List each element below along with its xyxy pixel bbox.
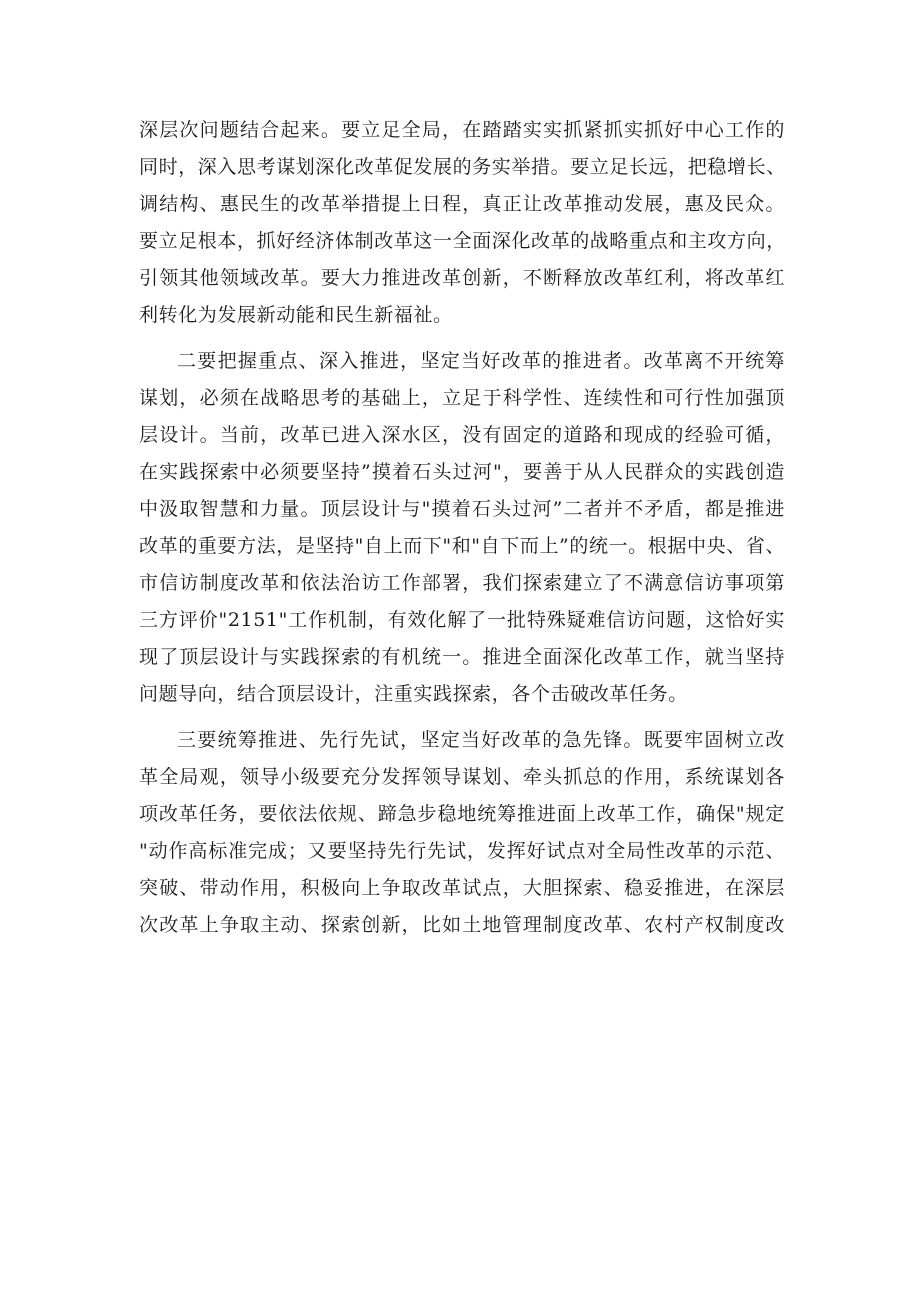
paragraph-gap — [139, 334, 785, 343]
text-line: 改革的重要方法，是坚持"自上而下"和"自下而上”的统一。根据中央、省、 — [139, 535, 785, 557]
text-line: 三方评价"2151"工作机制，有效化解了一批特殊疑难信访问题，这恰好实 — [139, 609, 785, 631]
text-line: "动作高标准完成；又要坚持先行先试，发挥好试点对全局性改革的示范、 — [139, 840, 785, 862]
text-line: 现了顶层设计与实践探索的有机统一。推进全面深化改革工作，就当坚持 — [139, 646, 785, 668]
body-text — [139, 112, 785, 944]
text-line: 项改革任务，要依法依规、蹄急步稳地统筹推进面上改革工作，确保"规定 — [139, 803, 785, 825]
paragraph-p2 — [139, 343, 785, 713]
text-line: 革全局观，领导小级要充分发挥领导谋划、牵头抓总的作用，系统谋划各 — [139, 766, 785, 788]
text-line: 利转化为发展新动能和民生新福祉。 — [139, 304, 453, 326]
text-line: 引领其他领域改革。要大力推进改革创新，不断释放改革红利，将改革红 — [139, 267, 785, 289]
text-line: 在实践探索中必须要坚持”摸着石头过河"，要善于从人民群众的实践创造 — [139, 461, 785, 483]
text-line: 深层次问题结合起来。要立足全局，在踏踏实实抓紧抓实抓好中心工作的 — [139, 119, 785, 141]
text-line: 层设计。当前，改革已进入深水区，没有固定的道路和现成的经验可循， — [139, 424, 785, 446]
text-line: 突破、带动作用，积极向上争取改革试点，大胆探索、稳妥推进，在深层 — [139, 877, 785, 899]
text-line: 市信访制度改革和依法治访工作部署，我们探索建立了不满意信访事项第 — [139, 572, 785, 594]
paragraph-p1 — [139, 112, 785, 334]
text-line: 中汲取智慧和力量。顶层设计与"摸着石头过河”二者并不矛盾，都是推进 — [139, 498, 785, 520]
text-line: 调结构、惠民生的改革举措提上日程，真正让改革推动发展，惠及民众。 — [139, 193, 785, 215]
text-line: 问题导向，结合顶层设计，注重实践探索，各个击破改革任务。 — [139, 683, 688, 705]
text-line: 谋划，必须在战略思考的基础上，立足于科学性、连续性和可行性加强顶 — [139, 387, 785, 409]
paragraph-p3 — [139, 722, 785, 944]
text-line: 要立足根本，抓好经济体制改革这一全面深化改革的战略重点和主攻方向， — [139, 230, 786, 252]
text-line: 二要把握重点、深入推进，坚定当好改革的推进者。改革离不开统筹 — [177, 350, 785, 372]
text-line: 三要统筹推进、先行先试，坚定当好改革的急先锋。既要牢固树立改 — [177, 729, 785, 751]
text-line: 次改革上争取主动、探索创新，比如土地管理制度改革、农村产权制度改 — [139, 914, 785, 936]
paragraph-gap — [139, 713, 785, 722]
text-line: 同时，深入思考谋划深化改革促发展的务实举措。要立足长远，把稳增长、 — [139, 156, 786, 178]
